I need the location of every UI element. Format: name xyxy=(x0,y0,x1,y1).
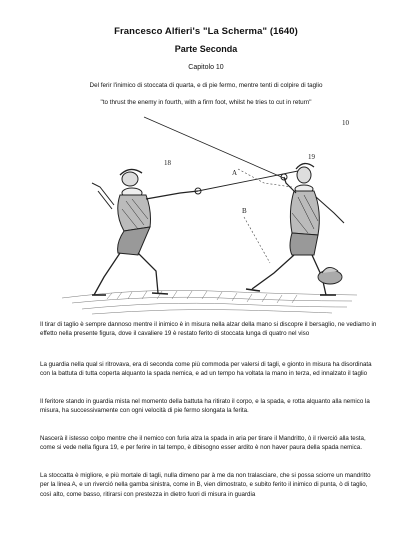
english-caption: "to thrust the enemy in fourth, with a firm foot, whilst he tries to cut in return" xyxy=(100,99,312,106)
italian-caption: Del ferir l'inimico di stoccata di quarta, e di pie fermo, mentre tenti di colpire di taglio xyxy=(89,82,323,89)
paragraph-3 xyxy=(40,397,378,416)
paragraph-2 xyxy=(40,360,378,379)
figure-label-18: 18 xyxy=(164,159,171,167)
line-label-a: A xyxy=(232,169,238,177)
fallen-hat xyxy=(318,267,342,284)
paragraph-text: Nascerà il istesso colpo mentre che il nemico con furia alza la spada in aria per tirare il Mandritto, ò il riverció alla testa, come si vede nella figura 19, e per ferire in tal tempo, è dibisogno esser ardito è non haver paura della spada nemica. xyxy=(40,435,366,452)
chapter-heading: Capitolo 10 xyxy=(188,64,224,71)
paragraph-text: La stoccatta è migliore, e più mortale di tagli, nulla dimeno par à me da non tralasciare, che si possa sciorre un mandritto per la linea A, e un riverció nella gamba sinistra, come in B, vien dimostrato, e subito ferito il inimico di punta, ò di taglio, così alto, come basso, ritirarsi con prestezza in dietro fuori di misura in guardia xyxy=(40,472,371,498)
paragraph-5 xyxy=(40,471,378,499)
cut-lines xyxy=(238,169,292,263)
paragraph-1 xyxy=(40,320,378,339)
swords xyxy=(144,117,298,194)
document-subtitle: Parte Seconda xyxy=(174,44,238,54)
fencing-illustration xyxy=(52,113,362,318)
plate-number: 10 xyxy=(342,119,349,127)
paragraph-text: Il tirar di taglio è sempre dannoso mentre il inimico è in misura nella alzar della mano si discopre il bersaglio, ne vediamo in effetto nella presente figura, dove il cavaliere 19 è restato ferito di stoccata lunga di quatro nel viso xyxy=(40,321,377,338)
ground-shading xyxy=(62,290,357,314)
paragraph-text: La guardia nella qual si ritrovava, era di seconda come più commoda per valersi di tagli, e gionto in misura ha disordinata con la battuta di tutta coperta alquanto la spada nemica, e ad un tempo ha voltata la mano in terza, ed innalzato il taglio xyxy=(40,361,372,378)
line-label-b: B xyxy=(242,207,247,215)
paragraph-text: Il feritore stando in guardia mista nel momento della battuta ha ritirato il corpo, e la spada, e rotta alquanto alla nemico la misura, ha successivamente con ogni velocità di pie fermo slongata la ferita. xyxy=(40,398,370,415)
paragraph-4 xyxy=(40,434,378,453)
figure-label-19: 19 xyxy=(308,153,315,161)
fencer-left xyxy=(92,169,198,295)
document-title: Francesco Alfieri's "La Scherma" (1640) xyxy=(114,26,298,37)
